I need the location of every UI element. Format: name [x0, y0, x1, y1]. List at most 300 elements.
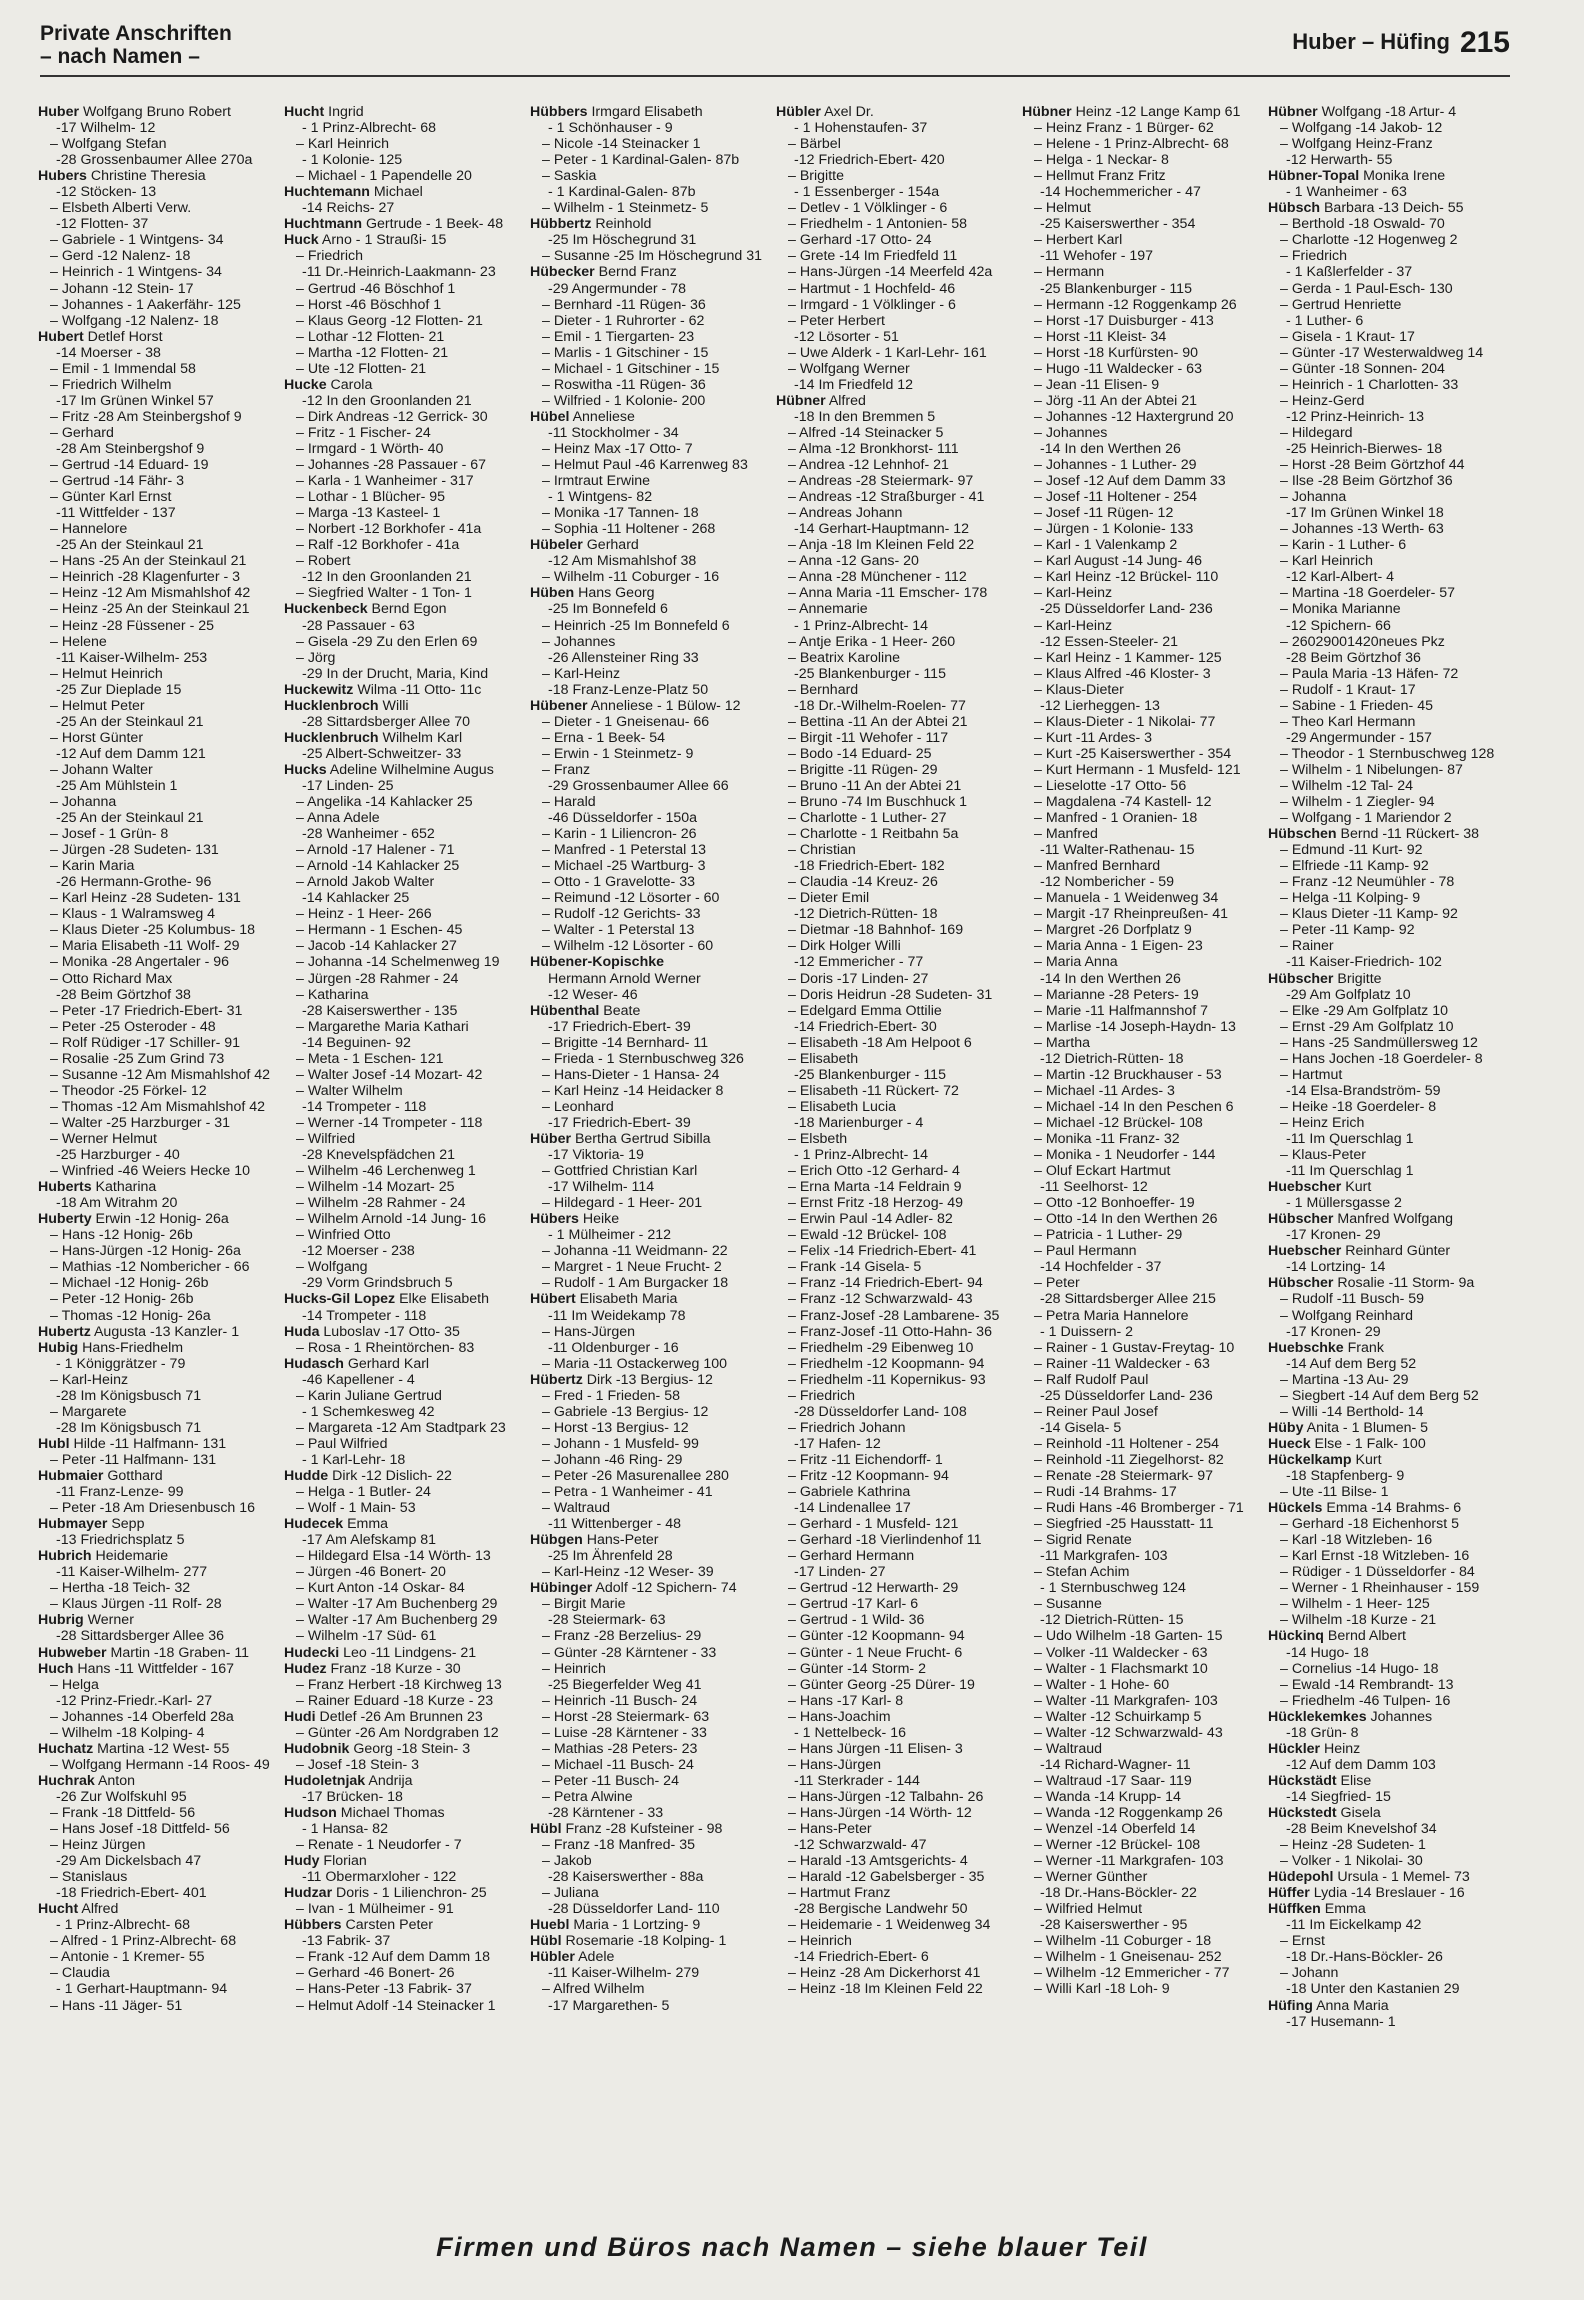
surname: Hückinq	[1268, 1628, 1324, 1645]
sub-entry: – Walter -12 Schuirkamp 5	[1034, 1708, 1202, 1725]
entry-text: Dirk -13 Bergius- 12	[582, 1371, 713, 1388]
surname-entry	[38, 1612, 274, 1628]
surname: Huck	[284, 232, 319, 249]
address-line: -28 Grossenbaumer Allee 270a	[56, 152, 253, 169]
sub-entry: – Karl -18 Witzleben- 16	[1280, 1532, 1433, 1549]
sub-entry: – Maria Anna - 1 Eigen- 23	[1034, 938, 1203, 955]
address-line: - 1 Wintgens- 82	[548, 489, 653, 506]
sub-entry: – Beatrix Karoline	[788, 649, 900, 666]
sub-entry: – Claudia -14 Kreuz- 26	[788, 874, 938, 891]
surname-entry	[1268, 200, 1504, 216]
address-line: -26 Zur Wolfskuhl 95	[56, 1788, 187, 1805]
sub-entry: – Thomas -12 Honig- 26a	[50, 1307, 211, 1324]
entry-text: Alfred	[78, 1901, 119, 1918]
surname: Hudobnik	[284, 1740, 350, 1757]
address-line: -28 Knevelspfädchen 21	[302, 1147, 456, 1164]
sub-entry: – Manfred - 1 Peterstal 13	[542, 842, 707, 859]
sub-entry: – Sabine - 1 Frieden- 45	[1280, 697, 1434, 714]
surname-entry	[1268, 1773, 1504, 1789]
sub-entry: – Rainer -11 Waldecker - 63	[1034, 1355, 1210, 1372]
sub-entry: – Peter Herbert	[788, 312, 885, 329]
sub-entry: – Herbert Karl	[1034, 232, 1123, 249]
address-line: - 1 Kolonie- 125	[302, 152, 403, 169]
entry-text: Katharina	[91, 1179, 157, 1196]
surname-entry	[530, 1949, 766, 1965]
sub-entry: – Bernhard	[788, 681, 859, 698]
surname: Huberts	[38, 1179, 92, 1196]
column-3	[530, 104, 766, 2224]
surname-entry	[530, 1003, 766, 1019]
sub-entry: – Karl - 1 Valenkamp 2	[1034, 537, 1178, 554]
address-line: -12 Lösorter - 51	[794, 328, 899, 345]
entry-text: Martin -18 Graben- 11	[106, 1644, 250, 1661]
surname: Hübeler	[530, 537, 583, 554]
surname-entry	[1268, 1420, 1504, 1436]
sub-entry: – Hartmut Franz	[788, 1885, 891, 1902]
address-line: - 1 Karl-Lehr- 18	[302, 1451, 406, 1468]
sub-entry: – Ewald -12 Brückel- 108	[788, 1227, 947, 1244]
header-rule	[40, 75, 1510, 77]
sub-entry: – Wilhelm -18 Kolping- 4	[50, 1724, 205, 1741]
sub-entry: – Arnold -14 Kahlacker 25	[296, 858, 460, 875]
address-line: -28 Kärntener - 33	[548, 1804, 664, 1821]
sub-entry: – Birgit Marie	[542, 1596, 626, 1613]
sub-entry: – Hans-Dieter - 1 Hansa- 24	[542, 1066, 720, 1083]
sub-entry: – Helga	[50, 1676, 99, 1693]
address-line: -12 Weser- 46	[548, 986, 638, 1003]
sub-entry: – Hellmut Franz Fritz	[1034, 168, 1166, 185]
sub-entry: – Hans-Peter -13 Fabrik- 37	[296, 1981, 472, 1998]
address-line: -17 Friedrich-Ebert- 39	[548, 1114, 691, 1131]
sub-entry: – Robert	[296, 553, 351, 570]
address-line: -28 Düsseldorfer Land- 110	[548, 1901, 720, 1918]
surname: Hüber	[530, 1131, 571, 1147]
sub-entry: – Margit -17 Rheinpreußen- 41	[1034, 906, 1228, 923]
sub-entry: – Ernst	[1280, 1933, 1325, 1950]
surname-entry	[530, 1580, 766, 1596]
sub-entry: – Hannelore	[50, 521, 128, 538]
sub-entry: – Wilhelm -12 Lösorter - 60	[542, 938, 714, 955]
surname-entry	[1268, 1500, 1504, 1516]
sub-entry: – Klaus - 1 Walramsweg 4	[50, 906, 216, 923]
address-line: -17 Wilhelm- 114	[548, 1179, 655, 1196]
address-line: -11 Wittenberger - 48	[548, 1516, 681, 1533]
address-line: -18 Am Witrahm 20	[56, 1195, 178, 1212]
sub-entry: – Hertha -18 Teich- 32	[50, 1580, 191, 1597]
address-line: -14 Elsa-Brandström- 59	[1286, 1082, 1441, 1099]
address-line: -28 Beim Görtzhof 38	[56, 986, 191, 1003]
sub-entry: – Saskia	[542, 168, 597, 185]
sub-entry: – Reinhold -11 Holtener - 254	[1034, 1435, 1220, 1452]
sub-entry: – Martha	[1034, 1034, 1090, 1051]
surname: Hudde	[284, 1467, 329, 1484]
sub-entry: – Horst -11 Kleist- 34	[1034, 328, 1167, 345]
sub-entry: – Karl Heinz - 1 Kammer- 125	[1034, 649, 1222, 666]
sub-entry: – Dirk Holger Willi	[788, 938, 901, 955]
sub-entry: – Heinz -28 Am Dickerhorst 41	[788, 1965, 981, 1982]
sub-entry: – Siegfried -25 Hausstatt- 11	[1034, 1516, 1214, 1533]
sub-entry: – Wolfgang Reinhard	[1280, 1307, 1414, 1324]
sub-entry: – Charlotte - 1 Luther- 27	[788, 810, 947, 827]
sub-entry: – Karl Heinz -12 Brückel- 110	[1034, 569, 1219, 586]
entry-text: Wilhelm Karl	[378, 729, 463, 746]
sub-entry: – Rudi Hans -46 Bromberger - 71	[1034, 1500, 1244, 1517]
surname-entry	[530, 1821, 766, 1837]
address-line: -25 Heinrich-Bierwes- 18	[1286, 440, 1443, 457]
address-line: -18 Friedrich-Ebert- 401	[56, 1885, 207, 1902]
sub-entry: – Wilhelm -28 Rahmer - 24	[296, 1195, 466, 1212]
sub-entry: – Fritz -12 Koopmann- 94	[788, 1467, 949, 1484]
sub-entry: – Thomas -12 Am Mismahlshof 42	[50, 1098, 266, 1115]
sub-entry: – Helmut	[1034, 200, 1091, 217]
sub-entry: – Elke -29 Am Golfplatz 10	[1280, 1002, 1448, 1019]
address-line: -18 Dr.-Hans-Böckler- 26	[1286, 1949, 1443, 1966]
entry-text: Erwin -12 Honig- 26a	[91, 1211, 229, 1228]
sub-entry: – Elisabeth Lucia	[788, 1098, 897, 1115]
surname: Huebscher	[1268, 1243, 1342, 1260]
sub-entry: – Heinrich -11 Busch- 24	[542, 1692, 698, 1709]
sub-entry: – Hans-Jürgen -14 Meerfeld 42a	[788, 264, 993, 281]
sub-entry: – Günter -26 Am Nordgraben 12	[296, 1724, 499, 1741]
surname: Hubert	[38, 328, 84, 345]
surname-entry	[1268, 168, 1504, 184]
sub-entry: – Hans-Joachim	[788, 1708, 891, 1725]
sub-entry: – Franz	[542, 761, 591, 778]
address-line: -46 Düsseldorfer - 150a	[548, 810, 698, 827]
address-line: -12 In den Groonlanden 21	[302, 569, 472, 586]
sub-entry: – Susanne -12 Am Mismahlshof 42	[50, 1066, 271, 1083]
address-line: -17 Am Alefskamp 81	[302, 1532, 437, 1549]
sub-entry: – Alma -12 Bronkhorst- 111	[788, 440, 959, 457]
sub-entry: – Hans Josef -18 Dittfeld- 56	[50, 1821, 230, 1838]
entry-text: Hans-Friedhelm	[78, 1339, 184, 1356]
address-line: -25 Im Höschegrund 31	[548, 232, 697, 249]
address-line: -28 Kaiserswerther - 135	[302, 1002, 458, 1019]
sub-entry: – Irmgard - 1 Völklinger - 6	[788, 296, 956, 313]
sub-entry: – Karl-Heinz	[1034, 617, 1113, 634]
address-line: -25 Am Mühlstein 1	[56, 777, 178, 794]
sub-entry: – Monika -11 Franz- 32	[1034, 1131, 1180, 1147]
surname-entry	[530, 1211, 766, 1227]
surname: Hueck	[1268, 1435, 1311, 1452]
entry-text: Adeline Wilhelmine Augus	[326, 761, 494, 778]
sub-entry: – Marlise -14 Joseph-Haydn- 13	[1034, 1018, 1236, 1035]
sub-entry: – Wilhelm - 1 Steinmetz- 5	[542, 200, 709, 217]
surname-entry	[530, 698, 766, 714]
sub-entry: – Juliana	[542, 1885, 599, 1902]
sub-entry: – Theodor -25 Förkel- 12	[50, 1082, 207, 1099]
sub-entry: – Wolfgang -14 Jakob- 12	[1280, 120, 1443, 137]
sub-entry: – Elisabeth -11 Rückert- 72	[788, 1082, 959, 1099]
sub-entry: – Elsbeth Alberti Verw.	[50, 200, 192, 217]
sub-entry: – Kurt -25 Kaiserswerther - 354	[1034, 745, 1232, 762]
surname: Hudson	[284, 1804, 337, 1821]
surname-entry	[284, 1917, 520, 1933]
sub-entry: – Rosalie -25 Zum Grind 73	[50, 1050, 225, 1067]
address-line: -12 Essen-Steeler- 21	[1040, 633, 1179, 650]
surname: Hübl	[530, 1933, 562, 1950]
sub-entry: – Friedhelm -12 Koopmann- 94	[788, 1355, 985, 1372]
sub-entry: – Franz -14 Friedrich-Ebert- 94	[788, 1275, 983, 1292]
sub-entry: – Karl Heinz -28 Sudeten- 131	[50, 890, 241, 907]
sub-entry: – Friedhelm - 1 Antonien- 58	[788, 216, 968, 233]
sub-entry: – Friedrich	[1280, 248, 1348, 265]
address-line: -11 Oldenburger - 16	[548, 1339, 679, 1356]
sub-entry: – Jürgen - 1 Kolonie- 133	[1034, 521, 1194, 538]
entry-text: Anneliese	[569, 408, 635, 425]
surname-entry	[1268, 1340, 1504, 1356]
surname: Huchtemann	[284, 184, 370, 201]
surname: Hudi	[284, 1708, 316, 1725]
sub-entry: – Gerd -12 Nalenz- 18	[50, 248, 191, 265]
sub-entry: – Waltraud -17 Saar- 119	[1034, 1772, 1192, 1789]
entry-text: Anita - 1 Blumen- 5	[1303, 1419, 1429, 1436]
entry-text: Carsten Peter	[341, 1917, 434, 1934]
surname: Hübbers	[530, 104, 588, 120]
address-line: -28 Im Königsbusch 71	[56, 1419, 202, 1436]
address-line: -17 Kronen- 29	[1286, 1323, 1381, 1340]
sub-entry: – Elisabeth -18 Am Helpoot 6	[788, 1034, 972, 1051]
sub-entry: – Horst -17 Duisburger - 413	[1034, 312, 1214, 329]
sub-entry: – Meta - 1 Eschen- 121	[296, 1050, 444, 1067]
address-line: -28 Wanheimer - 652	[302, 826, 435, 843]
sub-entry: – Ute -11 Bilse- 1	[1280, 1484, 1389, 1501]
sub-entry: – Ralf Rudolf Paul	[1034, 1371, 1149, 1388]
address-line: -14 Kahlacker 25	[302, 890, 410, 907]
sub-entry: – Rudolf -11 Busch- 59	[1280, 1291, 1425, 1308]
sub-entry: – Erna - 1 Beek- 54	[542, 729, 666, 746]
section-title-line1: Private Anschriften	[40, 22, 232, 45]
sub-entry: – Heinz Max -17 Otto- 7	[542, 440, 693, 457]
address-line: -28 Beim Görtzhof 36	[1286, 649, 1421, 666]
sub-entry: – Heinrich	[788, 1933, 852, 1950]
sub-entry: – Heinz Franz - 1 Bürger- 62	[1034, 120, 1214, 137]
sub-entry: – Manuela - 1 Weidenweg 34	[1034, 890, 1219, 907]
sub-entry: – Hermann -12 Roggenkamp 26	[1034, 296, 1237, 313]
address-line: - 1 Hansa- 82	[302, 1821, 388, 1838]
address-line: -17 Friedrich-Ebert- 39	[548, 1018, 691, 1035]
sub-entry: – Dirk Andreas -12 Gerrick- 30	[296, 408, 488, 425]
entry-text: Wilma -11 Otto- 11c	[353, 681, 482, 698]
address-line: -17 Im Grünen Winkel 57	[56, 392, 214, 409]
sub-entry: – Harald -12 Gabelsberger - 35	[788, 1869, 985, 1886]
address-line: -14 Trompeter - 118	[302, 1307, 427, 1324]
sub-entry: – Norbert -12 Borkhofer - 41a	[296, 521, 482, 538]
entry-text: Kurt	[1341, 1179, 1372, 1196]
surname-entry	[38, 1340, 274, 1356]
surname-entry	[38, 1179, 274, 1195]
sub-entry: – Maria Elisabeth -11 Wolf- 29	[50, 938, 240, 955]
surname-entry	[284, 104, 520, 120]
sub-entry: – Alfred -14 Steinacker 5	[788, 424, 944, 441]
entry-text: Wolfgang Bruno Robert	[79, 104, 231, 120]
sub-entry: – Ewald -14 Rembrandt- 13	[1280, 1676, 1454, 1693]
sub-entry: – Oluf Eckart Hartmut	[1034, 1163, 1171, 1180]
sub-entry: – Michael - 1 Gitschiner - 15	[542, 360, 720, 377]
surname-entry	[530, 1532, 766, 1548]
sub-entry: – Hugo -11 Waldecker - 63	[1034, 360, 1202, 377]
address-line: - 1 Essenberger - 154a	[794, 184, 940, 201]
sub-entry: – Hans -12 Honig- 26b	[50, 1227, 193, 1244]
surname-entry	[530, 409, 766, 425]
sub-entry: – Friedrich Johann	[788, 1419, 906, 1436]
sub-entry: – Horst -46 Böschhof 1	[296, 296, 442, 313]
sub-entry: – Günter -12 Koopmann- 94	[788, 1628, 965, 1645]
sub-entry: – Erwin Paul -14 Adler- 82	[788, 1211, 953, 1228]
sub-entry: – Brigitte -11 Rügen- 29	[788, 761, 938, 778]
sub-entry: – Wolfgang	[296, 1259, 368, 1276]
address-line: -25 Albert-Schweitzer- 33	[302, 745, 462, 762]
surname-entry	[1268, 1885, 1504, 1901]
address-line: -26 Hermann-Grothe- 96	[56, 874, 212, 891]
surname: Hübler	[530, 1949, 575, 1966]
surname-entry	[530, 1131, 766, 1147]
sub-entry: – Heinz Erich	[1280, 1114, 1365, 1131]
sub-entry: – Petra Alwine	[542, 1788, 633, 1805]
surname: Hubweber	[38, 1644, 107, 1661]
surname-entry	[38, 104, 274, 120]
sub-entry: – Gerhard -46 Bonert- 26	[296, 1965, 455, 1982]
sub-entry: – Dietmar -18 Bahnhof- 169	[788, 922, 964, 939]
sub-entry: – Monika -28 Angertaler - 96	[50, 954, 230, 971]
sub-entry: – Hildegard	[1280, 424, 1353, 441]
sub-entry: – Elfriede -11 Kamp- 92	[1280, 858, 1429, 875]
sub-entry: – Otto -12 Bonhoeffer- 19	[1034, 1195, 1195, 1212]
column-4	[776, 104, 1012, 2224]
address-line: -12 Dietrich-Rütten- 18	[794, 906, 938, 923]
sub-entry: – Josef - 1 Grün- 8	[50, 826, 169, 843]
surname-entry	[38, 1773, 274, 1789]
sub-entry: – Volker - 1 Nikolai- 30	[1280, 1853, 1423, 1870]
sub-entry: – Bernhard -11 Rügen- 36	[542, 296, 706, 313]
address-line: -12 Moerser - 238	[302, 1243, 415, 1260]
sub-entry: – Margret -26 Dorfplatz 9	[1034, 922, 1192, 939]
sub-entry: – Heinz - 1 Heer- 266	[296, 906, 432, 923]
address-line: -28 Sittardsberger Allee 36	[56, 1628, 224, 1645]
sub-entry: – Bruno -11 An der Abtei 21	[788, 777, 962, 794]
sub-entry: – Heinz -25 An der Steinkaul 21	[50, 601, 250, 618]
address-line: -18 Grün- 8	[1286, 1724, 1359, 1741]
surname: Hüby	[1268, 1419, 1304, 1436]
surname: Hubmaier	[38, 1467, 104, 1484]
address-line: -17 Im Grünen Winkel 18	[1286, 505, 1444, 522]
sub-entry: – Günter -14 Storm- 2	[788, 1660, 926, 1677]
entry-text: Michael Thomas	[336, 1804, 445, 1821]
page-header	[40, 22, 1510, 78]
sub-entry: – Patricia - 1 Luther- 29	[1034, 1227, 1183, 1244]
entry-text: Andrija	[365, 1772, 413, 1789]
surname: Hucklenbruch	[284, 729, 379, 746]
surname: Hückelkamp	[1268, 1451, 1352, 1468]
sub-entry: – Peter -11 Halfmann- 131	[50, 1451, 217, 1468]
surname-entry	[38, 1901, 274, 1917]
sub-entry: – Claudia	[50, 1965, 110, 1982]
name-range: Huber – Hüfing	[1292, 29, 1450, 54]
sub-entry: – Gerhard -17 Otto- 24	[788, 232, 932, 249]
sub-entry: – Luise -28 Kärntener - 33	[542, 1724, 707, 1741]
surname: Hübbertz	[530, 216, 592, 233]
address-line: -12 Schwarzwald- 47	[794, 1837, 927, 1854]
sub-entry: – Hans -25 Sandmüllersweg 12	[1280, 1034, 1478, 1051]
address-line: -17 Husemann- 1	[1286, 2013, 1396, 2030]
surname-entry	[284, 1885, 520, 1901]
sub-entry: – Dieter - 1 Gneisenau- 66	[542, 713, 710, 730]
sub-entry: – Kurt Anton -14 Oskar- 84	[296, 1580, 465, 1597]
surname-entry	[284, 1805, 520, 1821]
surname: Hübl	[530, 1821, 562, 1838]
address-line: -14 Friedrich-Ebert- 30	[794, 1018, 937, 1035]
sub-entry: – Martina -18 Goerdeler- 57	[1280, 585, 1456, 602]
entry-text: Bertha Gertrud Sibilla	[571, 1131, 711, 1147]
sub-entry: – Franz -18 Manfred- 35	[542, 1837, 695, 1854]
sub-entry: – Rainer - 1 Gustav-Freytag- 10	[1034, 1339, 1235, 1356]
address-line: -25 Zur Dieplade 15	[56, 681, 182, 698]
address-line: -28 Düsseldorfer Land- 108	[794, 1403, 967, 1420]
sub-entry: – Walter - 1 Flachsmarkt 10	[1034, 1660, 1208, 1677]
surname-entry	[1268, 826, 1504, 842]
sub-entry: – Alfred Wilhelm	[542, 1981, 645, 1998]
sub-entry: – Josef -12 Auf dem Damm 33	[1034, 473, 1226, 490]
sub-entry: – Maria -11 Ostackerweg 100	[542, 1355, 728, 1372]
surname: Hübers	[530, 1211, 579, 1228]
surname: Hudecki	[284, 1644, 340, 1661]
surname: Hubertz	[38, 1323, 91, 1340]
sub-entry: – Magdalena -74 Kastell- 12	[1034, 794, 1212, 811]
entry-text: Werner	[83, 1612, 134, 1629]
sub-entry: – Gabriele - 1 Wintgens- 34	[50, 232, 224, 249]
entry-text: Elisabeth Maria	[575, 1291, 678, 1308]
sub-entry: – Peter -17 Friedrich-Ebert- 31	[50, 1002, 243, 1019]
sub-entry: – Manfred Bernhard	[1034, 858, 1161, 875]
address-line: -25 Biegerfelder Weg 41	[548, 1676, 702, 1693]
sub-entry: – Erich Otto -12 Gerhard- 4	[788, 1163, 960, 1180]
sub-entry: – Christian	[788, 842, 856, 859]
sub-entry: – Günter -17 Westerwaldweg 14	[1280, 344, 1484, 361]
address-line: -18 Franz-Lenze-Platz 50	[548, 681, 709, 698]
entry-text: Alfred	[825, 392, 866, 409]
sub-entry: – Fritz -28 Am Steinbergshof 9	[50, 408, 242, 425]
entry-text: Reinhold	[591, 216, 652, 233]
surname: Hudzar	[284, 1885, 333, 1902]
sub-entry: – Peter -11 Busch- 24	[542, 1772, 679, 1789]
sub-entry: – Arnold Jakob Walter	[296, 874, 435, 891]
sub-entry: – Josef -18 Stein- 3	[296, 1756, 420, 1773]
sub-entry: – Johannes -14 Oberfeld 28a	[50, 1708, 234, 1725]
section-title-line2: – nach Namen –	[40, 45, 200, 68]
sub-entry: – Johann -12 Stein- 17	[50, 280, 194, 297]
sub-entry: – Heinrich - 1 Charlotten- 33	[1280, 376, 1459, 393]
address-line: -11 Kaiser-Wilhelm- 277	[56, 1564, 208, 1581]
sub-entry: – Willi Karl -18 Loh- 9	[1034, 1981, 1170, 1998]
sub-entry: – Rudolf - 1 Kraut- 17	[1280, 681, 1416, 698]
sub-entry: – Anna Maria -11 Emscher- 178	[788, 585, 988, 602]
sub-entry: – Erna Marta -14 Feldrain 9	[788, 1179, 962, 1196]
surname-entry	[38, 1436, 274, 1452]
sub-entry: – Johannes -13 Werth- 63	[1280, 521, 1444, 538]
address-line: - 1 Königgrätzer - 79	[56, 1355, 186, 1372]
sub-entry: – Petra Maria Hannelore	[1034, 1307, 1189, 1324]
entry-text: Brigitte	[1333, 970, 1382, 987]
address-line: -12 Prinz-Friedr.-Karl- 27	[56, 1692, 213, 1709]
sub-entry: – Stefan Achim	[1034, 1564, 1130, 1581]
entry-text: Detlef Horst	[83, 328, 163, 345]
sub-entry: – Waltraud	[1034, 1740, 1103, 1757]
sub-entry: – Walter - 1 Hohe- 60	[1034, 1676, 1170, 1693]
sub-entry: – Marianne -28 Peters- 19	[1034, 986, 1199, 1003]
surname-entry	[530, 1291, 766, 1307]
sub-entry: – Brigitte -14 Bernhard- 11	[542, 1034, 709, 1051]
sub-entry: – Wilhelm -11 Coburger - 18	[1034, 1933, 1212, 1950]
